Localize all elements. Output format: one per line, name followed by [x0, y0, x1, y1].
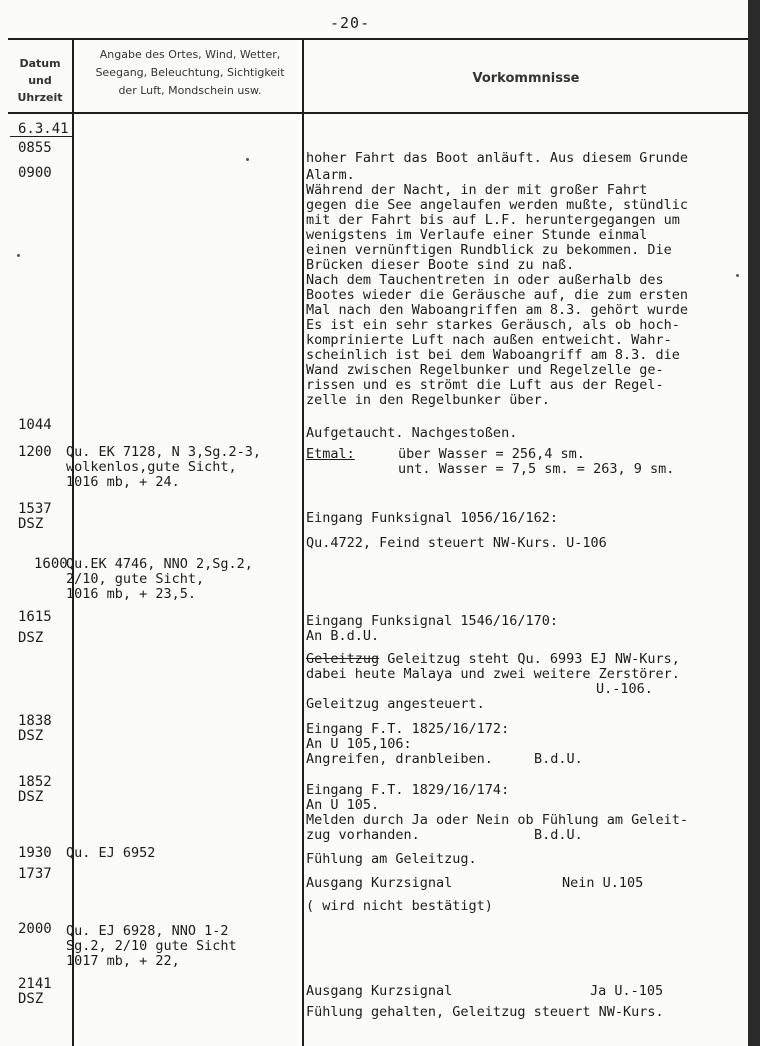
entry-event: Eingang F.T. 1825/16/172: An U 105,106: Angreifen, dranbleiben. B.d.U. — [306, 721, 583, 767]
entry-event: Ausgang Kurzsignal Nein U.105 ( wird nicht bestätigt) — [306, 875, 644, 914]
entry-event: Etmal: über Wasser = 256,4 sm. unt. Wasser = 7,5 sm. = 263, 9 sm. — [306, 446, 675, 477]
scan-edge — [748, 0, 760, 1046]
entry-time: 1737 — [18, 866, 52, 882]
header-datum: Datum und Uhrzeit — [17, 57, 63, 104]
column-divider-1 — [72, 38, 74, 1046]
entry-time: 1600 — [34, 556, 68, 572]
entry-time: 1615 DSZ — [18, 609, 52, 646]
entry-time: 0855 — [18, 140, 52, 156]
column-divider-2 — [302, 38, 304, 1046]
entry-location: Qu. EK 7128, N 3,Sg.2-3, wolkenlos,gute Sicht, 1016 mb, + 24. — [66, 444, 262, 490]
entry-event: Eingang F.T. 1829/16/174: An U 105. Melden durch Ja oder Nein ob Fühlung am Geleit- zug vorhanden. B.d.U. — [306, 782, 689, 843]
entry-time: 2141 DSZ — [18, 976, 52, 1007]
scan-speck — [246, 158, 249, 161]
scan-speck — [17, 254, 20, 257]
scan-speck — [736, 274, 739, 277]
signature: B.d.U. — [534, 751, 583, 767]
header-bottom-rule — [8, 112, 748, 114]
entry-time: 1537 DSZ — [18, 501, 52, 532]
signature: Nein U.105 — [562, 875, 644, 891]
header-top-rule — [8, 38, 748, 40]
entry-location: Qu. EJ 6952 — [66, 845, 156, 861]
signature: U.-106. — [596, 681, 653, 697]
entry-time: 1200 — [18, 444, 52, 460]
entry-location: Qu. EJ 6928, NNO 1-2 Sg.2, 2/10 gute Sicht 1017 mb, + 22, — [66, 923, 237, 969]
entry-time: 0900 — [18, 165, 52, 181]
entry-event: Eingang Funksignal 1056/16/162: Qu.4722, Feind steuert NW-Kurs. U-106 — [306, 510, 607, 551]
page-number: -20- — [330, 14, 371, 32]
entry-event: Aufgetaucht. Nachgestoßen. — [306, 425, 518, 441]
entry-event: hoher Fahrt das Boot anläuft. Aus diesem Grunde — [306, 150, 689, 166]
signature: Ja U.-105 — [590, 983, 664, 999]
header-location: Angabe des Ortes, Wind, Wetter, Seegang, Beleuchtung, Sichtigkeit der Luft, Mondschein usw. — [95, 48, 285, 97]
entry-date: 6.3.41 — [18, 121, 69, 137]
header-events: Vorkommnisse — [472, 71, 580, 86]
signature: B.d.U. — [534, 827, 583, 843]
struck-word: Geleitzug — [306, 651, 380, 667]
entry-event: Ausgang Kurzsignal Ja U.-105 Fühlung gehalten, Geleitzug steuert NW-Kurs. — [306, 983, 664, 1020]
entry-event: Alarm. Während der Nacht, in der mit großer Fahrt gegen die See angelaufen werden mußte, stündlic mit der Fahrt bis auf L.F. heruntergegangen um wenigstens im Verlaufe einer Stunde einmal einen vernünftigen Rundblick zu bekommen. Die Brücken dieser Boote sind zu naß. Nach dem Tauchentreten in oder außerhalb des Bootes wieder die Geräusche auf, die zum ersten Mal nach den Waboangriffen am 8.3. gehört wurde Es ist ein sehr starkes Geräusch, als ob hoch- komprinierte Luft nach außen entweicht. Wahr- scheinlich ist bei dem Waboangriff am 8.3. die Wand zwischen Regelbunker und Regelzelle ge- rissen und es strömt die Luft aus der Regel- zelle in den Regelbunker über. — [306, 167, 689, 408]
entry-location: Qu.EK 4746, NNO 2,Sg.2, 2/10, gute Sicht, 1016 mb, + 23,5. — [66, 556, 253, 602]
entry-time: 1930 — [18, 845, 52, 861]
entry-event: Eingang Funksignal 1546/16/170: An B.d.U. Geleitzug Geleitzug steht Qu. 6993 EJ NW-Kurs, dabei heute Malaya und zwei weitere Zerstörer. U.-106. Geleitzug angesteuert. — [306, 613, 680, 712]
entry-event: Fühlung am Geleitzug. — [306, 851, 477, 867]
entry-time: 1838 DSZ — [18, 713, 52, 744]
entry-time: 1852 DSZ — [18, 774, 52, 805]
etmal-label: Etmal: — [306, 446, 355, 462]
entry-time: 1044 — [18, 417, 52, 433]
entry-time: 2000 — [18, 921, 52, 937]
